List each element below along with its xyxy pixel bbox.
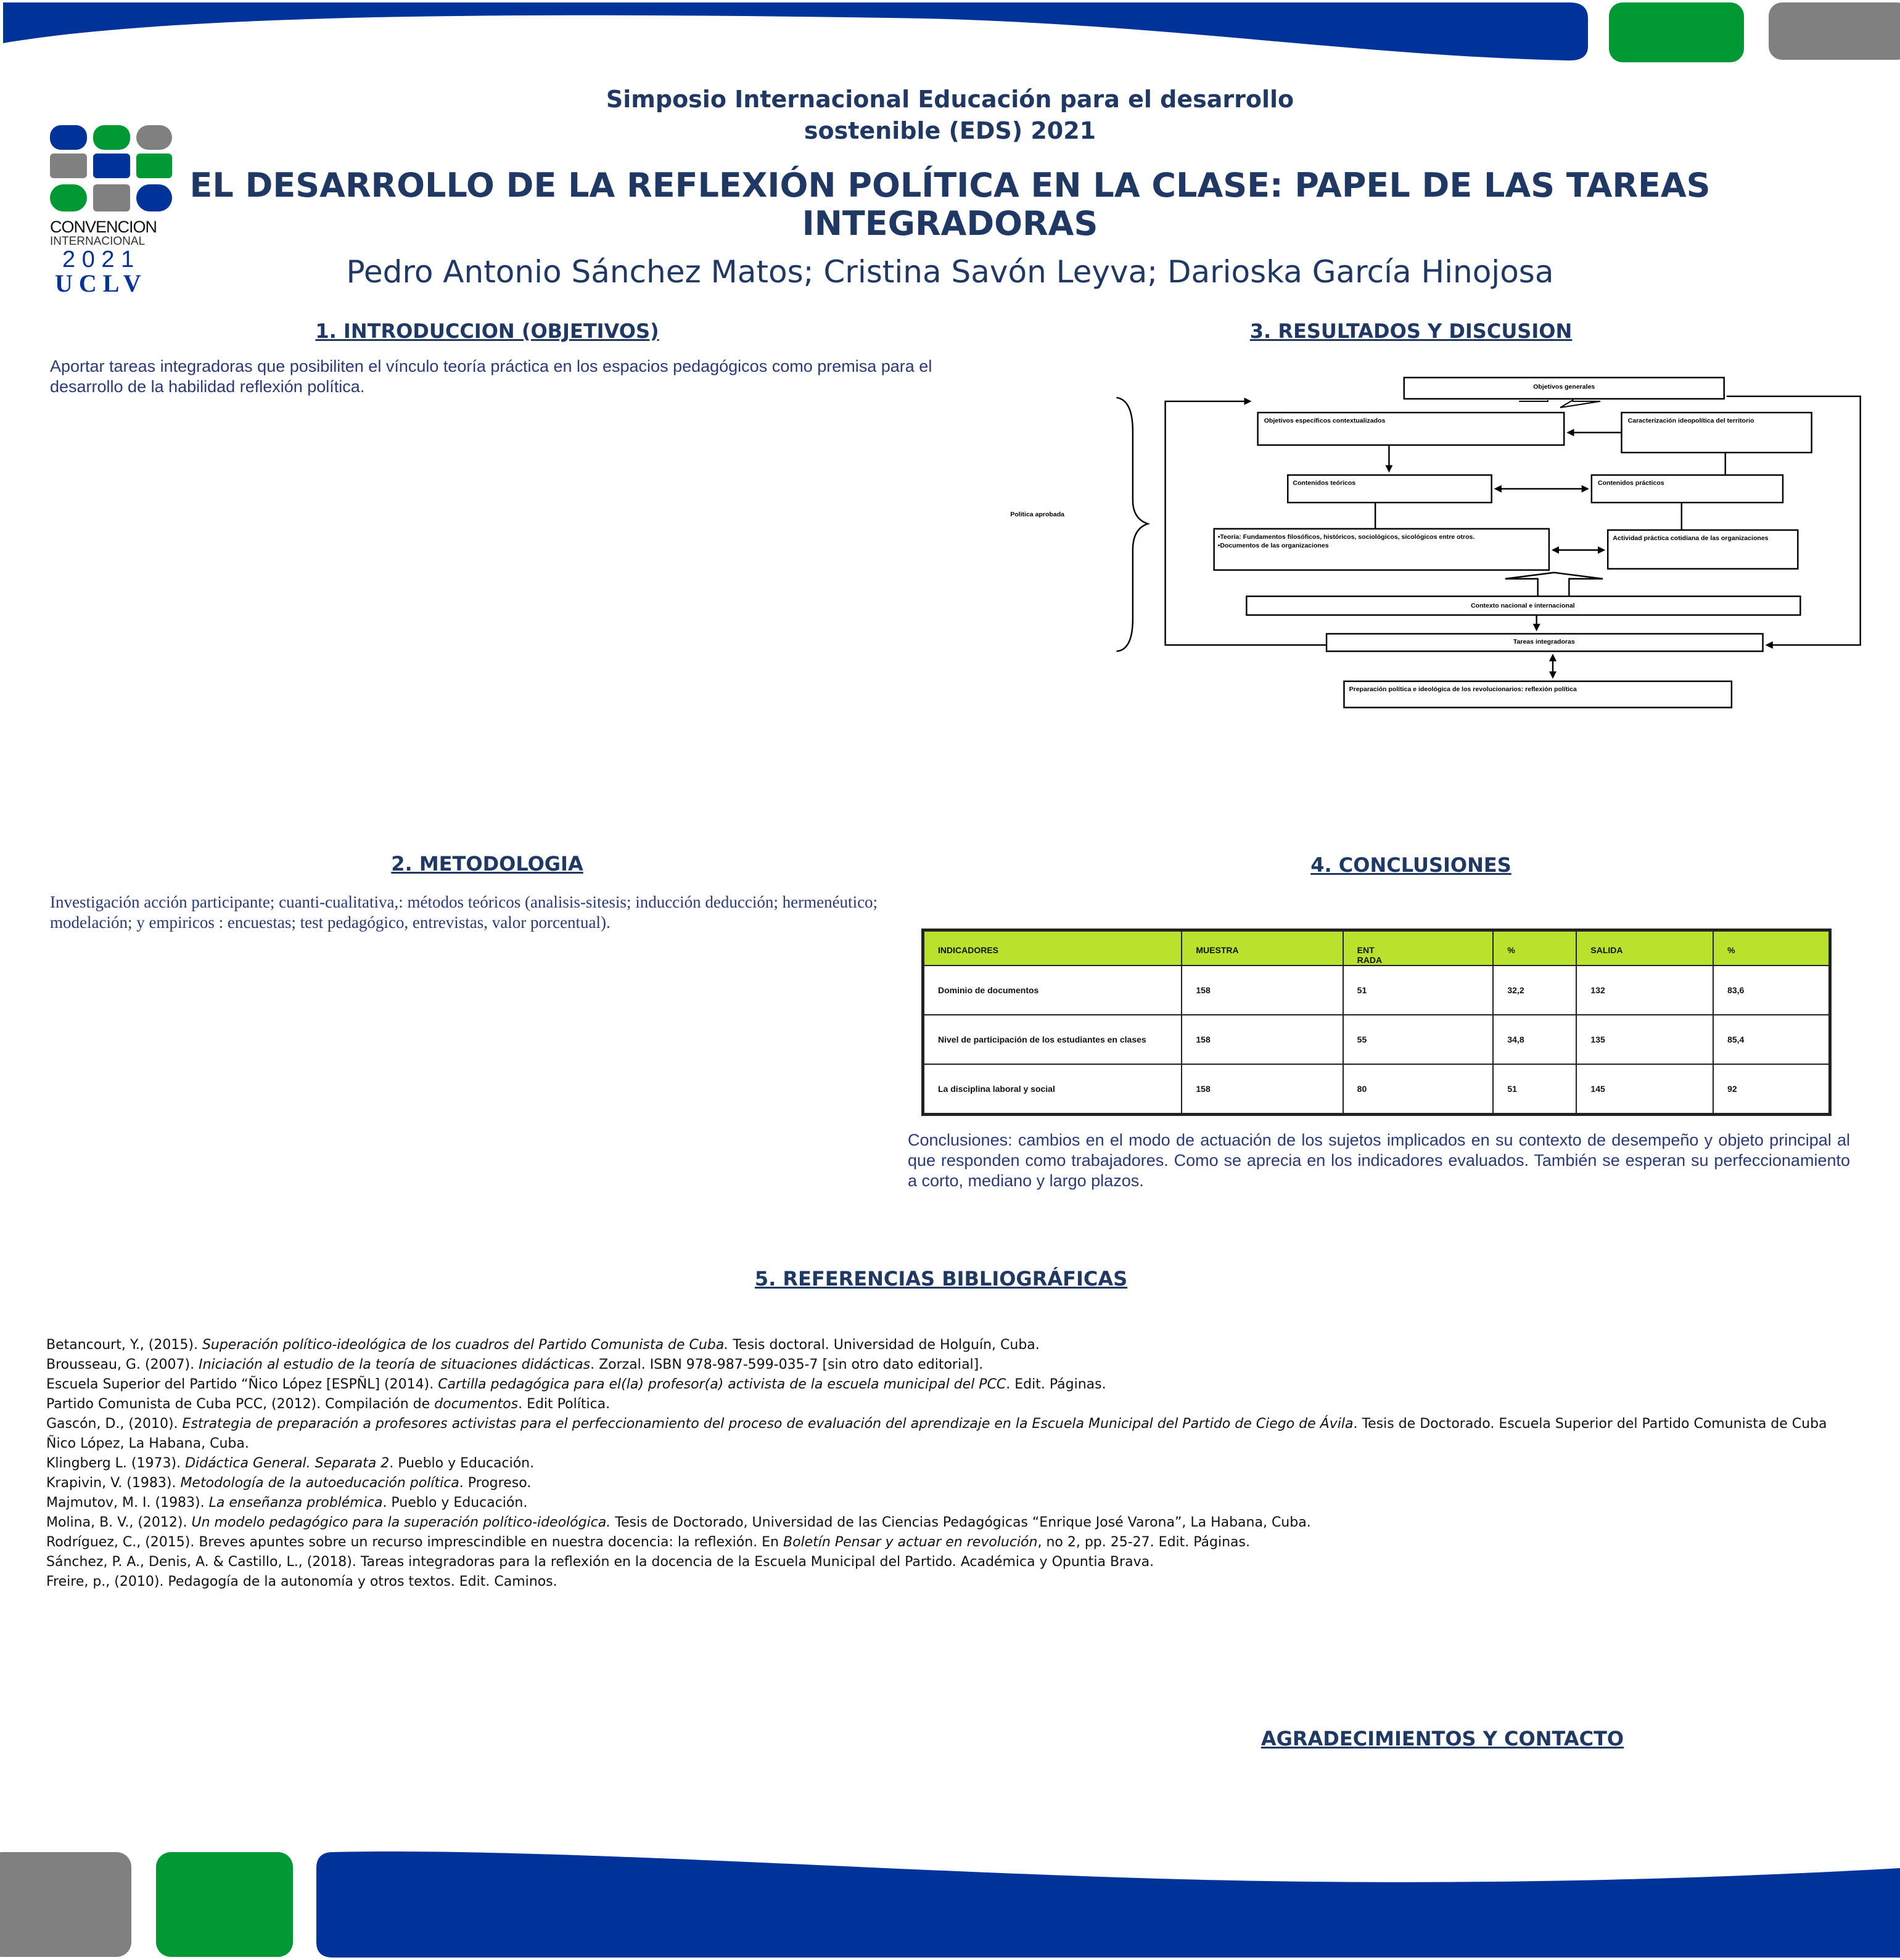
table-cell: 145 [1576, 1064, 1713, 1113]
table-cell: 158 [1182, 966, 1343, 1015]
title-line2: INTEGRADORAS [802, 204, 1098, 243]
brace [1117, 398, 1148, 652]
reference-item [46, 1414, 1847, 1454]
reference-title: Metodología de la autoeducación política [180, 1475, 459, 1491]
label-contexto: Contexto nacional e internacional [1471, 602, 1575, 610]
table-cell: La disciplina laboral y social [924, 1064, 1182, 1113]
table-cell: Nivel de participación de los estudiantes en clases [924, 1015, 1182, 1064]
reference-text: Brousseau, G. (2007). [46, 1357, 199, 1372]
label-caracterizacion: Caracterización ideopolítica del territorio [1627, 417, 1754, 425]
table-cell: 85,4 [1713, 1015, 1829, 1064]
symposium-name [0, 84, 1900, 147]
table-cell: 158 [1182, 1015, 1343, 1064]
section-intro-heading: 1. INTRODUCCION (OBJETIVOS) [315, 319, 659, 343]
reference-text: Partido Comunista de Cuba PCC, (2012). Compilación de [46, 1396, 435, 1412]
top-banner [0, 0, 1900, 80]
reference-item [46, 1375, 1847, 1395]
bottom-blue-wave [316, 1851, 1900, 1958]
section-conclusions-heading: 4. CONCLUSIONES [1310, 853, 1511, 877]
reference-item [46, 1335, 1847, 1355]
reference-text: . Pueblo y Educación. [382, 1495, 528, 1511]
reference-text: Tesis de Doctorado, Universidad de las Ciencias Pedagógicas “Enrique José Varona”, La Habana, Cuba. [611, 1515, 1311, 1530]
reference-item [46, 1474, 1847, 1493]
table-header-row [924, 931, 1829, 966]
references-list [46, 1335, 1847, 1592]
symposium-line1: Simposio Internacional Educación para el desarrollo [606, 86, 1294, 113]
label-contenidos-practicos: Contenidos prácticos [1597, 479, 1664, 487]
table-cell: 55 [1343, 1015, 1494, 1064]
logo-line2: INTERNACIONAL [50, 235, 146, 248]
method-text: Investigación acción participante; cuanti-cualitativa,: métodos teóricos (analisis-sitesis; inducción deducción; hermenéutico; modelación; y empiricos : encuestas; test pedagógico, entrevistas, valor porcentual). [50, 893, 878, 932]
reference-title: Iniciación al estudio de la teoría de situaciones didácticas [199, 1357, 591, 1372]
reference-title: Didáctica General. Separata 2 [185, 1456, 390, 1471]
reference-item [46, 1395, 1847, 1414]
reference-title: Un modelo pedagógico para la superación político-ideológica. [191, 1515, 611, 1530]
bottom-green-block [156, 1852, 293, 1957]
reference-item [46, 1513, 1847, 1533]
table-header-cell: % [1493, 931, 1576, 966]
reference-title: documentos [434, 1396, 519, 1412]
reference-text: Molina, B. V., (2012). [46, 1515, 192, 1530]
results-diagram [1000, 369, 1875, 719]
table-header-cell: MUESTRA [1182, 931, 1343, 966]
logo-line1: CONVENCION [50, 218, 157, 236]
logo-year: 2 0 2 1 [62, 247, 134, 273]
reference-text: , no 2, pp. 25-27. Edit. Páginas. [1037, 1535, 1250, 1550]
arrow-context-up [1505, 573, 1603, 597]
reference-item [46, 1552, 1847, 1572]
authors: Pedro Antonio Sánchez Matos; Cristina Savón Leyva; Darioska García Hinojosa [346, 254, 1554, 290]
reference-title: La enseñanza problémica [208, 1495, 383, 1511]
section-results-heading: 3. RESULTADOS Y DISCUSION [1249, 319, 1573, 343]
label-politica-aprobada: Política aprobada [1010, 511, 1065, 519]
reference-text: Escuela Superior del Partido “Ñico López [ESPÑL] (2014). [46, 1377, 438, 1392]
label-teoria-2: •Documentos de las organizaciones [1217, 542, 1329, 550]
reference-title: Estrategia de preparación a profesores activistas para el perfeccionamiento del proceso de evaluación del aprendizaje en la Escuela Municipal del Partido de Ciego de Ávila [182, 1416, 1354, 1432]
section-thanks-heading: AGRADECIMIENTOS Y CONTACTO [1260, 1727, 1624, 1750]
reference-item [46, 1533, 1847, 1552]
page-title [0, 166, 1900, 243]
reference-title: Superación político-ideológica de los cuadros del Partido Comunista de Cuba. [202, 1337, 729, 1353]
table-cell: 80 [1343, 1064, 1494, 1113]
label-objetivos-generales: Objetivos generales [1533, 383, 1595, 391]
label-objetivos-especificos: Objetivos específicos contextualizados [1264, 417, 1386, 425]
reference-text: Sánchez, P. A., Denis, A. & Castillo, L., (2018). Tareas integradoras para la reflexión en la docencia de la Escuela Municipal del Partido. Académica y Opuntia Brava. [46, 1554, 1154, 1570]
table-cell: 83,6 [1713, 966, 1829, 1015]
table-header-cell: SALIDA [1576, 931, 1713, 966]
reference-text: Krapivin, V. (1983). [46, 1475, 181, 1491]
table-header-cell: ENT RADA [1343, 931, 1494, 966]
reference-text: Betancourt, Y., (2015). [46, 1337, 202, 1353]
table-cell: Dominio de documentos [924, 966, 1182, 1015]
table-cell: 132 [1576, 966, 1713, 1015]
table-cell: 32,2 [1493, 966, 1576, 1015]
table-cell: 34,8 [1493, 1015, 1576, 1064]
reference-text: Majmutov, M. I. (1983). [46, 1495, 209, 1511]
intro-text: Aportar tareas integradoras que posibiliten el vínculo teoría práctica en los espacios pedagógicos como premisa para el desarrollo de la habilidad reflexión política. [50, 357, 932, 396]
reference-text: . Tesis de Doctorado. Escuela Superior del Partido Comunista de Cuba Ñico López, La Habana, Cuba. [46, 1416, 1827, 1451]
reference-title: Cartilla pedagógica para el(la) profesor(a) activista de la escuela municipal del PCC [438, 1377, 1006, 1392]
label-teoria-1: •Teoría: Fundamentos filosóficos, históricos, sociológicos, sicológicos entre otros. [1217, 533, 1475, 541]
table-cell: 158 [1182, 1064, 1343, 1113]
table-cell: 92 [1713, 1064, 1829, 1113]
bottom-banner [0, 1850, 1900, 1960]
reference-item [46, 1355, 1847, 1375]
reference-text: Tesis doctoral. Universidad de Holguín, Cuba. [728, 1337, 1040, 1353]
label-tareas: Tareas integradoras [1513, 638, 1575, 646]
top-blue-wave [3, 2, 1588, 60]
reference-text: . Edit. Páginas. [1006, 1377, 1106, 1392]
table-row [924, 966, 1829, 1015]
reference-text: . Pueblo y Educación. [389, 1456, 535, 1471]
top-gray-block [1769, 2, 1900, 60]
bottom-gray-block [0, 1852, 131, 1957]
reference-text: . Edit Política. [518, 1396, 611, 1412]
reference-item [46, 1572, 1847, 1592]
reference-text: Klingberg L. (1973). [46, 1456, 186, 1471]
reference-text: . Zorzal. ISBN 978-987-599-035-7 [sin otro dato editorial]. [590, 1357, 984, 1372]
label-preparacion: Preparación política e ideológica de los revolucionarios: reflexión política [1349, 686, 1577, 694]
reference-text: . Progreso. [459, 1475, 532, 1491]
arrow-general-to-specific [1519, 400, 1600, 408]
section-references-heading: 5. REFERENCIAS BIBLIOGRÁFICAS [754, 1267, 1128, 1290]
reference-text: Gascón, D., (2010). [46, 1416, 183, 1432]
reference-text: Rodríguez, C., (2015). Breves apuntes sobre un recurso imprescindible en nuestra docencia: la reflexión. En [46, 1535, 783, 1550]
table-cell: 135 [1576, 1015, 1713, 1064]
table-row [924, 1064, 1829, 1113]
table-header-cell: INDICADORES [924, 931, 1182, 966]
logo-org: UCLV [55, 269, 147, 297]
table-row [924, 1015, 1829, 1064]
table-header-cell: % [1713, 931, 1829, 966]
section-method-heading: 2. METODOLOGIA [391, 852, 583, 875]
table-cell: 51 [1343, 966, 1494, 1015]
reference-item [46, 1493, 1847, 1513]
title-line1: EL DESARROLLO DE LA REFLEXIÓN POLÍTICA EN LA CLASE: PAPEL DE LAS TAREAS [189, 166, 1711, 205]
reference-item [46, 1454, 1847, 1474]
top-green-block [1609, 2, 1744, 62]
label-contenidos-teoricos: Contenidos teóricos [1293, 479, 1356, 487]
symposium-line2: sostenible (EDS) 2021 [804, 117, 1096, 144]
results-table [921, 929, 1832, 1116]
label-actividad: Actividad práctica cotidiana de las organizaciones [1613, 534, 1769, 542]
reference-title: Boletín Pensar y actuar en revolución [783, 1535, 1038, 1550]
conclusions-text: Conclusiones: cambios en el modo de actuación de los sujetos implicados en su contexto de desempeño y objeto principal al que responden como trabajadores. Como se aprecia en los indicadores evaluados. También se esperan su perfeccionamiento a corto, mediano y largo plazos. [908, 1131, 1850, 1190]
table-cell: 51 [1493, 1064, 1576, 1113]
reference-text: Freire, p., (2010). Pedagogía de la autonomía y otros textos. Edit. Caminos. [46, 1574, 557, 1589]
